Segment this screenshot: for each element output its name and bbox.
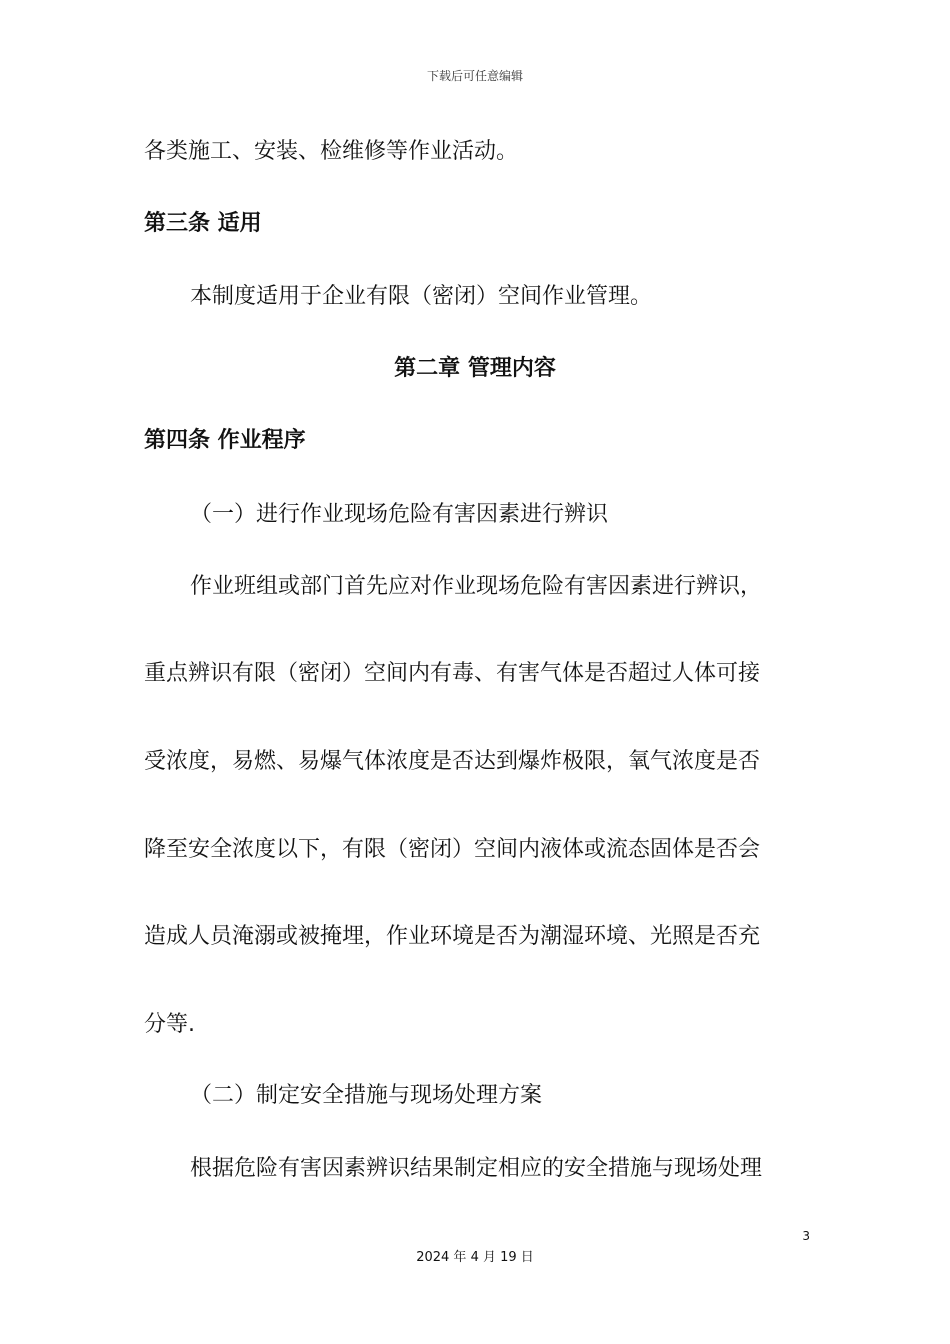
page-number: 3: [802, 1229, 810, 1243]
article-4-heading: 第四条 作业程序: [144, 428, 306, 453]
subsection-1-heading: （一）进行作业现场危险有害因素进行辨识: [190, 502, 609, 527]
paragraph-line-4: 降至安全浓度以下，有限（密闭）空间内液体或流态固体是否会: [144, 837, 761, 862]
paragraph-line-2: 重点辨识有限（密闭）空间内有毒、有害气体是否超过人体可接: [144, 661, 761, 686]
header-note: 下载后可任意编辑: [426, 69, 523, 83]
body-line-continuation: 各类施工、安装、检维修等作业活动。: [144, 139, 519, 164]
article-3-text: 本制度适用于企业有限（密闭）空间作业管理。: [190, 284, 653, 309]
paragraph-2-line-1: 根据危险有害因素辨识结果制定相应的安全措施与现场处理: [190, 1156, 763, 1181]
paragraph-line-3: 受浓度，易燃、易爆气体浓度是否达到爆炸极限，氧气浓度是否: [144, 749, 761, 774]
footer-date: 2024 年 4 月 19 日: [416, 1250, 534, 1265]
paragraph-line-1: 作业班组或部门首先应对作业现场危险有害因素进行辨识，: [190, 574, 763, 599]
article-3-heading: 第三条 适用: [144, 211, 262, 236]
chapter-2-title: 第二章 管理内容: [394, 356, 556, 381]
subsection-2-heading: （二）制定安全措施与现场处理方案: [190, 1083, 543, 1108]
paragraph-line-5: 造成人员淹溺或被掩埋，作业环境是否为潮湿环境、光照是否充: [144, 924, 761, 949]
paragraph-line-6: 分等.: [144, 1012, 195, 1037]
